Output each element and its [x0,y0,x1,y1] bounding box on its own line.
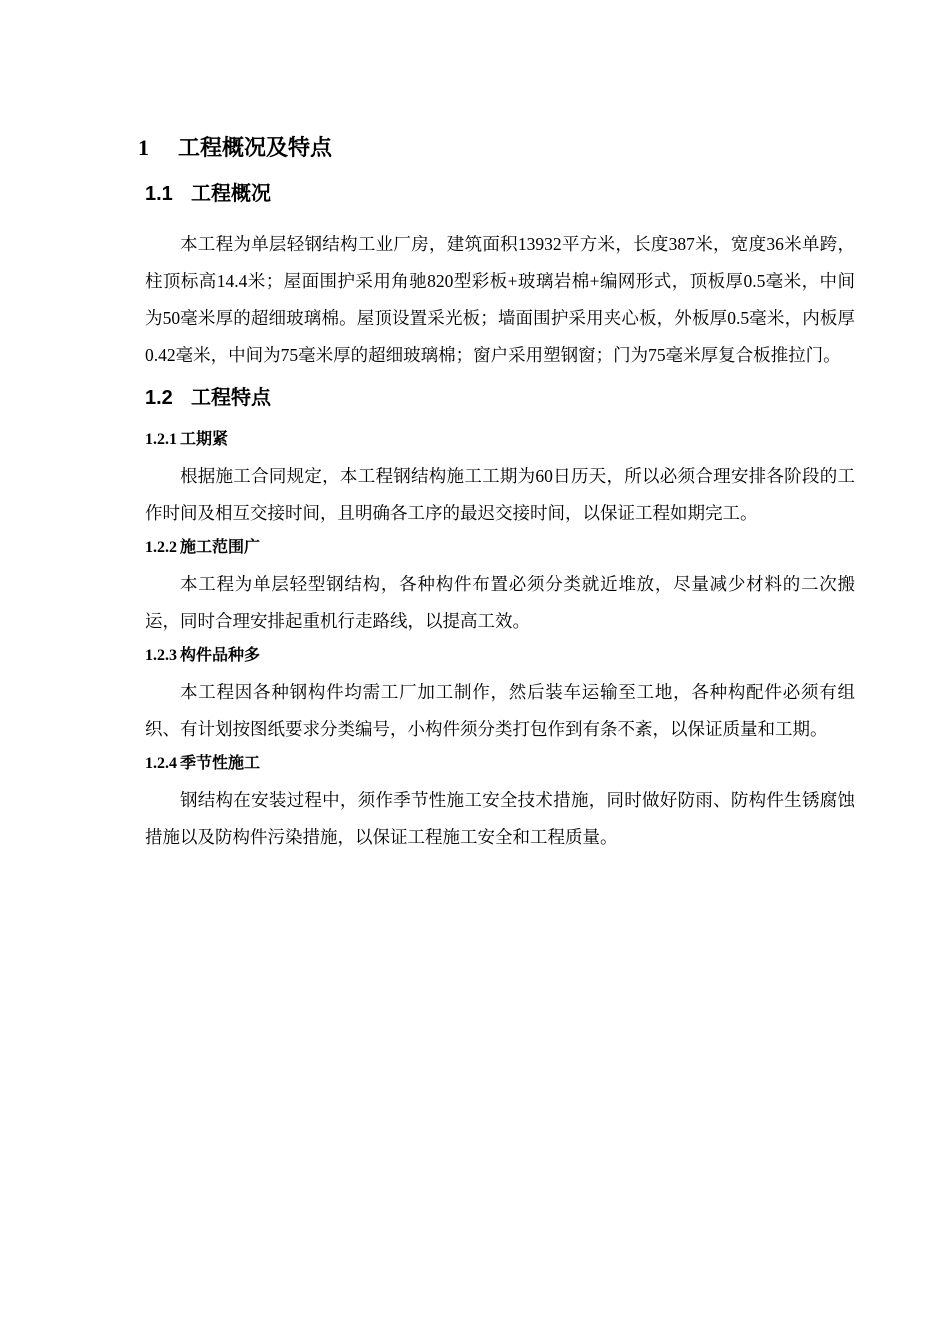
heading-title: 工程特点 [191,387,271,409]
heading-number: 1 [138,135,149,160]
heading-section-1-2-3 [145,640,855,672]
paragraph-many-components: 本工程因各种钢构件均需工厂加工制作，然后装车运输至工地，各种构配件必须有组织、有计划按图纸要求分类编号，小构件须分类打包作到有条不紊，以保证质量和工期。 [145,682,855,739]
heading-title: 施工范围广 [180,539,261,556]
heading-number: 1.2 [145,387,173,409]
heading-section-1 [138,128,855,168]
heading-section-1-2-4 [145,748,855,780]
paragraph-wide-scope: 本工程为单层轻型钢结构，各种构件布置必须分类就近堆放，尽量减少材料的二次搬运，同时合理安排起重机行走路线，以提高工效。 [145,574,855,631]
paragraph-seasonal-construction: 钢结构在安装过程中，须作季节性施工安全技术措施，同时做好防雨、防构件生锈腐蚀措施以及防构件污染措施，以保证工程施工安全和工程质量。 [145,790,855,847]
heading-number: 1.2.2 [145,539,177,556]
heading-section-1-2-2 [145,532,855,564]
paragraph-project-overview: 本工程为单层轻钢结构工业厂房，建筑面积13932平方米，长度387米，宽度36米单跨，柱顶标高14.4米；屋面围护采用角驰820型彩板+玻璃岩棉+编网形式，顶板厚0.5毫米，中间为50毫米厚的超细玻璃棉。屋顶设置采光板；墙面围护采用夹心板，外板厚0.5毫米，内板厚0.42毫米，中间为75毫米厚的超细玻璃棉；窗户采用塑钢窗；门为75毫米厚复合板推拉门。 [145,234,855,365]
paragraph-tight-schedule: 根据施工合同规定，本工程钢结构施工工期为60日历天，所以必须合理安排各阶段的工作时间及相互交接时间，且明确各工序的最迟交接时间，以保证工程如期完工。 [145,466,855,523]
document-page [138,128,855,856]
heading-section-1-2-1 [145,424,855,456]
heading-title: 工期紧 [180,431,229,448]
heading-number: 1.2.1 [145,431,177,448]
heading-title: 工程概况及特点 [178,135,333,160]
heading-number: 1.1 [145,183,173,205]
heading-section-1-2 [145,380,855,416]
heading-section-1-1 [145,176,855,212]
heading-title: 工程概况 [191,183,271,205]
heading-number: 1.2.3 [145,647,177,664]
heading-title: 构件品种多 [180,647,261,664]
heading-number: 1.2.4 [145,755,177,772]
heading-title: 季节性施工 [180,755,261,772]
